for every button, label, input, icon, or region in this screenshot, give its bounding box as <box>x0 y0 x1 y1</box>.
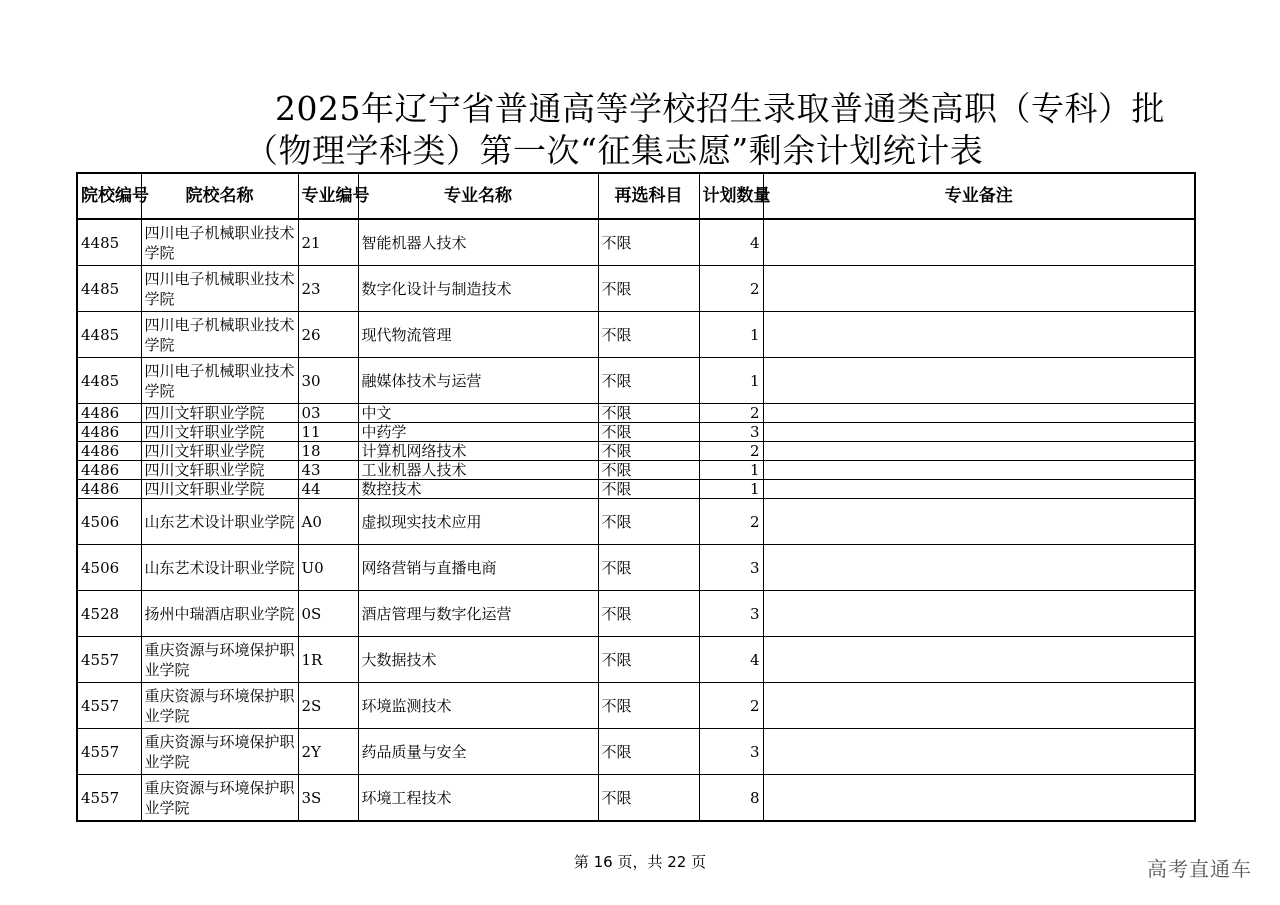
cell-reselect: 不限 <box>598 266 699 312</box>
cell-school-code: 4557 <box>77 683 141 729</box>
cell-school-code: 4485 <box>77 219 141 266</box>
cell-school-code: 4485 <box>77 312 141 358</box>
cell-major-code: 2Y <box>298 729 358 775</box>
cell-remark <box>763 545 1195 591</box>
table-row <box>77 480 1195 499</box>
cell-major-code: 1R <box>298 637 358 683</box>
cell-school-name: 扬州中瑞酒店职业学院 <box>141 591 298 637</box>
cell-school-name: 四川电子机械职业技术学院 <box>141 358 298 404</box>
cell-reselect: 不限 <box>598 545 699 591</box>
cell-reselect: 不限 <box>598 729 699 775</box>
cell-school-code: 4557 <box>77 775 141 822</box>
cell-major-code: 43 <box>298 461 358 480</box>
cell-remark <box>763 683 1195 729</box>
table-row <box>77 591 1195 637</box>
cell-reselect: 不限 <box>598 775 699 822</box>
table-header-row <box>77 173 1195 219</box>
cell-major-code: 03 <box>298 404 358 423</box>
page-number-footer: 第 16 页，共 22 页 <box>573 853 707 871</box>
cell-school-name: 四川文轩职业学院 <box>141 480 298 499</box>
cell-major-name: 大数据技术 <box>358 637 598 683</box>
cell-major-code: 2S <box>298 683 358 729</box>
table-row <box>77 637 1195 683</box>
table-row <box>77 775 1195 822</box>
cell-major-name: 数控技术 <box>358 480 598 499</box>
cell-major-code: 21 <box>298 219 358 266</box>
header-school-code: 院校编号 <box>77 173 141 219</box>
header-plan-count: 计划数量 <box>699 173 763 219</box>
cell-plan-count: 3 <box>699 423 763 442</box>
cell-major-name: 现代物流管理 <box>358 312 598 358</box>
cell-remark <box>763 637 1195 683</box>
cell-school-name: 山东艺术设计职业学院 <box>141 545 298 591</box>
cell-major-name: 工业机器人技术 <box>358 461 598 480</box>
cell-major-name: 网络营销与直播电商 <box>358 545 598 591</box>
cell-major-name: 数字化设计与制造技术 <box>358 266 598 312</box>
cell-major-code: 26 <box>298 312 358 358</box>
cell-reselect: 不限 <box>598 461 699 480</box>
cell-major-code: 3S <box>298 775 358 822</box>
header-remark: 专业备注 <box>763 173 1195 219</box>
cell-reselect: 不限 <box>598 219 699 266</box>
header-major-name: 专业名称 <box>358 173 598 219</box>
cell-major-name: 中文 <box>358 404 598 423</box>
table-row <box>77 729 1195 775</box>
cell-major-code: 30 <box>298 358 358 404</box>
cell-reselect: 不限 <box>598 683 699 729</box>
cell-plan-count: 2 <box>699 266 763 312</box>
cell-reselect: 不限 <box>598 480 699 499</box>
cell-major-name: 环境工程技术 <box>358 775 598 822</box>
cell-school-code: 4557 <box>77 637 141 683</box>
header-major-code: 专业编号 <box>298 173 358 219</box>
cell-school-name: 重庆资源与环境保护职业学院 <box>141 637 298 683</box>
header-reselect-subject: 再选科目 <box>598 173 699 219</box>
cell-plan-count: 2 <box>699 404 763 423</box>
cell-plan-count: 3 <box>699 729 763 775</box>
cell-major-code: 0S <box>298 591 358 637</box>
cell-school-name: 重庆资源与环境保护职业学院 <box>141 683 298 729</box>
cell-plan-count: 2 <box>699 683 763 729</box>
cell-major-code: 18 <box>298 442 358 461</box>
cell-school-name: 四川文轩职业学院 <box>141 423 298 442</box>
cell-school-code: 4528 <box>77 591 141 637</box>
cell-reselect: 不限 <box>598 591 699 637</box>
cell-major-name: 融媒体技术与运营 <box>358 358 598 404</box>
document-title <box>0 88 1280 172</box>
table-row <box>77 312 1195 358</box>
cell-reselect: 不限 <box>598 637 699 683</box>
table-row <box>77 442 1195 461</box>
cell-school-code: 4486 <box>77 480 141 499</box>
cell-remark <box>763 266 1195 312</box>
table-row <box>77 461 1195 480</box>
table-row <box>77 358 1195 404</box>
cell-school-code: 4506 <box>77 499 141 545</box>
cell-plan-count: 2 <box>699 442 763 461</box>
title-line-2: （物理学科类）第一次“征集志愿”剩余计划统计表 <box>245 131 984 170</box>
cell-school-code: 4557 <box>77 729 141 775</box>
cell-major-code: 11 <box>298 423 358 442</box>
cell-remark <box>763 219 1195 266</box>
cell-school-name: 四川电子机械职业技术学院 <box>141 219 298 266</box>
cell-major-name: 环境监测技术 <box>358 683 598 729</box>
cell-school-name: 重庆资源与环境保护职业学院 <box>141 775 298 822</box>
cell-remark <box>763 775 1195 822</box>
table-row <box>77 499 1195 545</box>
cell-major-code: A0 <box>298 499 358 545</box>
table-row <box>77 266 1195 312</box>
cell-major-name: 计算机网络技术 <box>358 442 598 461</box>
cell-school-code: 4485 <box>77 358 141 404</box>
cell-school-code: 4485 <box>77 266 141 312</box>
cell-plan-count: 1 <box>699 461 763 480</box>
cell-remark <box>763 729 1195 775</box>
cell-remark <box>763 358 1195 404</box>
cell-major-code: 44 <box>298 480 358 499</box>
cell-plan-count: 1 <box>699 358 763 404</box>
cell-school-code: 4486 <box>77 423 141 442</box>
remaining-plan-table <box>76 172 1196 822</box>
cell-school-name: 山东艺术设计职业学院 <box>141 499 298 545</box>
cell-reselect: 不限 <box>598 423 699 442</box>
cell-major-code: U0 <box>298 545 358 591</box>
table-row <box>77 423 1195 442</box>
cell-plan-count: 3 <box>699 545 763 591</box>
cell-school-name: 四川文轩职业学院 <box>141 404 298 423</box>
table-row <box>77 545 1195 591</box>
cell-plan-count: 2 <box>699 499 763 545</box>
cell-remark <box>763 312 1195 358</box>
cell-major-name: 中药学 <box>358 423 598 442</box>
cell-major-name: 酒店管理与数字化运营 <box>358 591 598 637</box>
cell-reselect: 不限 <box>598 442 699 461</box>
header-school-name: 院校名称 <box>141 173 298 219</box>
cell-reselect: 不限 <box>598 404 699 423</box>
cell-school-name: 四川文轩职业学院 <box>141 461 298 480</box>
table-row <box>77 683 1195 729</box>
cell-plan-count: 8 <box>699 775 763 822</box>
cell-reselect: 不限 <box>598 312 699 358</box>
cell-reselect: 不限 <box>598 499 699 545</box>
cell-remark <box>763 499 1195 545</box>
cell-remark <box>763 442 1195 461</box>
cell-major-code: 23 <box>298 266 358 312</box>
table-body <box>77 219 1195 821</box>
cell-remark <box>763 423 1195 442</box>
title-line-1: 2025年辽宁省普通高等学校招生录取普通类高职（专科）批 <box>275 89 1165 128</box>
cell-school-code: 4486 <box>77 442 141 461</box>
cell-reselect: 不限 <box>598 358 699 404</box>
cell-school-name: 四川电子机械职业技术学院 <box>141 266 298 312</box>
cell-plan-count: 4 <box>699 637 763 683</box>
table-row <box>77 219 1195 266</box>
cell-remark <box>763 480 1195 499</box>
cell-school-name: 四川文轩职业学院 <box>141 442 298 461</box>
cell-plan-count: 4 <box>699 219 763 266</box>
table-row <box>77 404 1195 423</box>
cell-school-name: 四川电子机械职业技术学院 <box>141 312 298 358</box>
cell-remark <box>763 404 1195 423</box>
cell-plan-count: 1 <box>699 312 763 358</box>
cell-school-name: 重庆资源与环境保护职业学院 <box>141 729 298 775</box>
cell-major-name: 虚拟现实技术应用 <box>358 499 598 545</box>
cell-school-code: 4506 <box>77 545 141 591</box>
cell-remark <box>763 461 1195 480</box>
watermark-text: 高考直通车 <box>1147 857 1252 881</box>
cell-plan-count: 1 <box>699 480 763 499</box>
cell-major-name: 药品质量与安全 <box>358 729 598 775</box>
cell-major-name: 智能机器人技术 <box>358 219 598 266</box>
cell-remark <box>763 591 1195 637</box>
cell-school-code: 4486 <box>77 404 141 423</box>
cell-plan-count: 3 <box>699 591 763 637</box>
cell-school-code: 4486 <box>77 461 141 480</box>
